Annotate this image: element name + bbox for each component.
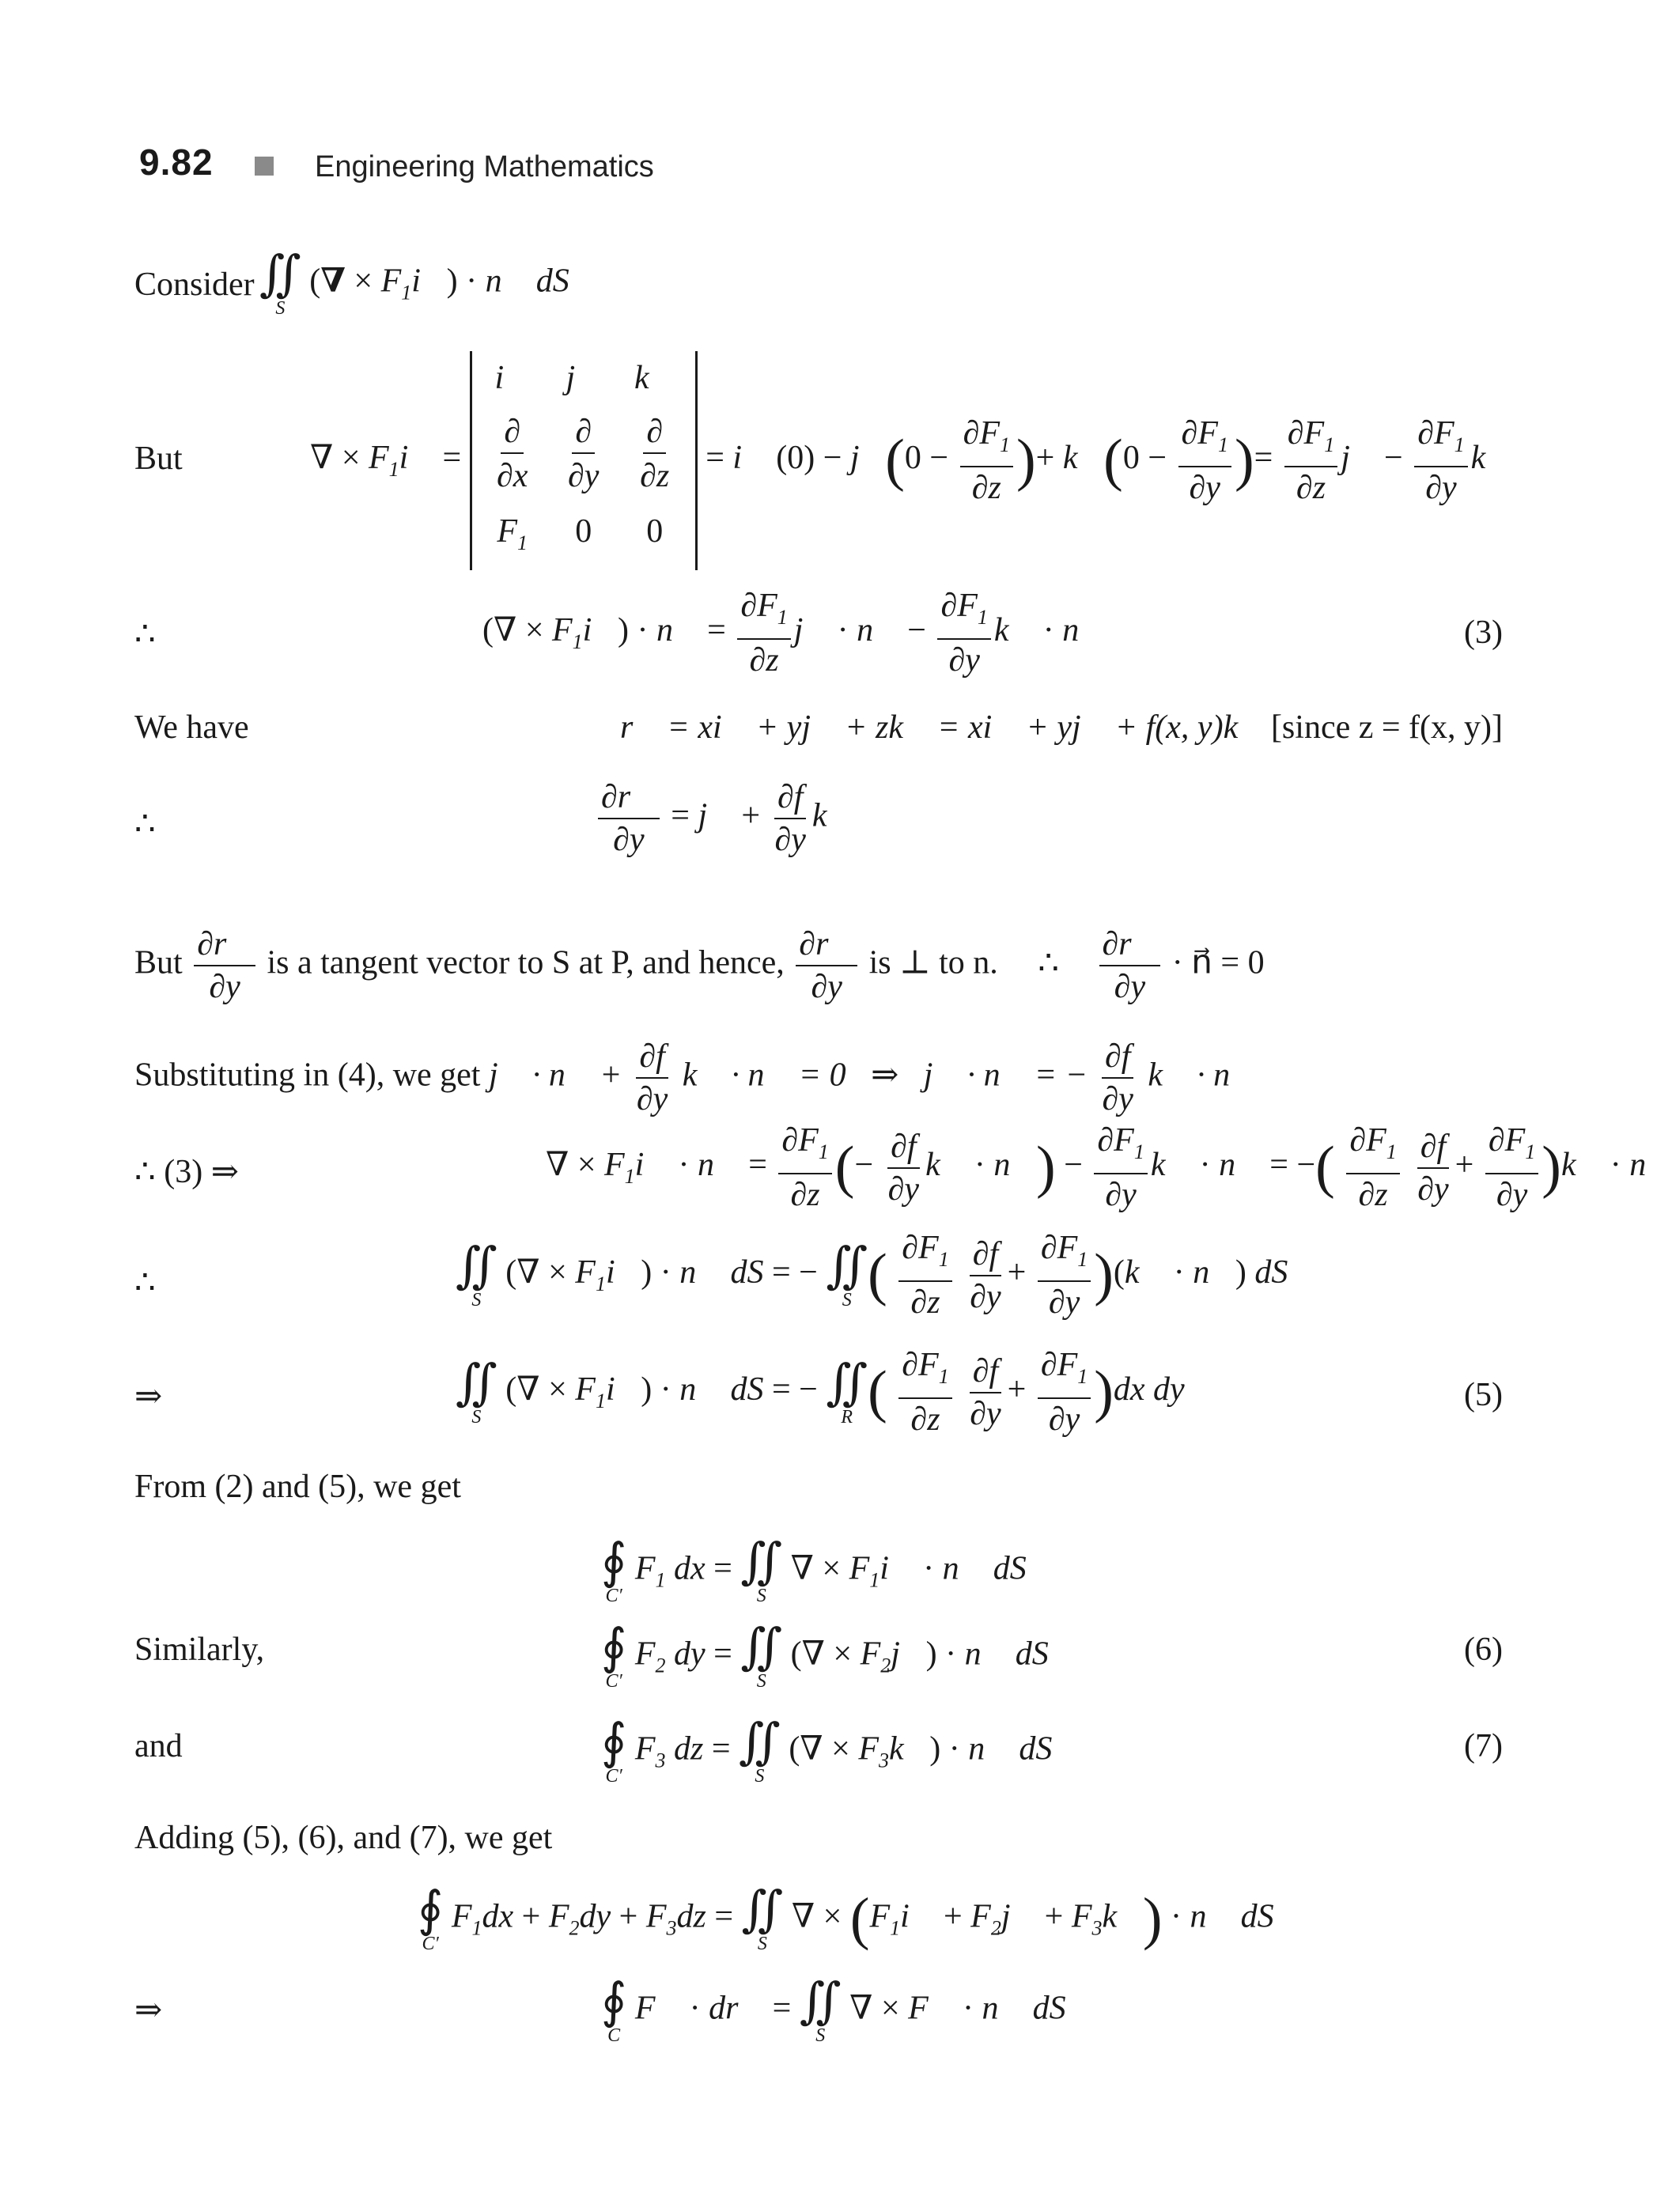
label-similarly: Similarly, <box>134 1632 265 1668</box>
label-therefore-3: ∴ <box>134 1265 156 1301</box>
page-number: 9.82 <box>139 142 214 183</box>
equation-3: (∇ × $F_1i⃗$) · n⃗ = $\frac{\partial F_1}{\partial z}$ j⃗ · n⃗ − $\frac{\partial F_1}{\partial y}$ k⃗ · n⃗ <box>482 585 1105 681</box>
summed-line-integral: ∮ C′ $F_1dx + F_2dy + F_3dz$ = ∬ S ∇ × ($F_1i⃗$ + $F_2j⃗$ + $F_3k⃗$) · n⃗ dS <box>418 1883 1274 1954</box>
equation-number-7: (7) <box>1464 1728 1503 1764</box>
determinant: i⃗ j⃗ k⃗ $\frac{\partial}{\partial x}$ $\frac{\partial}{\partial y}$ $\frac{\partial}{\partial z}$ $F_1$ 0 0 <box>470 351 698 570</box>
label-implies-1: ⇒ <box>134 1378 163 1415</box>
label-three-implies: ∴ (3) ⇒ <box>134 1154 239 1190</box>
equation-5: ∬ S (∇ × $F_1i⃗$) · n⃗ dS = − ∬ R ( $\frac{\partial F_1}{\partial z}$ $\frac{\partial f}{\partial y}$ + $\frac{\partial F_1}{\partial y}$ )dx dy <box>456 1344 1185 1440</box>
surface-integral-equation: ∬ S (∇ × $F_1i⃗$) · n⃗ dS = − ∬ S ( $\frac{\partial F_1}{\partial z}$ $\frac{\partial f}{\partial y}$ + $\frac{\partial F_1}{\partial y}$ )(k⃗ · n⃗) dS <box>456 1227 1288 1323</box>
equation-number-3: (3) <box>1464 614 1503 651</box>
dr-dy-equation: $\frac{\partial r⃗}{\partial y}$ = j⃗ + $\frac{\partial f}{\partial y}$ k⃗ <box>595 777 853 860</box>
stokes-theorem-final: ∮ C F⃗ · dr⃗ = ∬ S ∇ × F⃗ · n⃗ dS <box>601 1975 1066 2046</box>
book-title: Engineering Mathematics <box>315 150 654 183</box>
equation-number-5: (5) <box>1464 1377 1503 1413</box>
label-adding: Adding (5), (6), and (7), we get <box>134 1820 553 1856</box>
label-from-2-and-5: From (2) and (5), we get <box>134 1469 461 1505</box>
label-therefore-1: ∴ <box>134 616 156 652</box>
tangent-vector-statement: But $\frac{\partial r⃗}{\partial y}$ is a tangent vector to S at P, and hence, $\frac{\partial r⃗}{\partial y}$ is ⊥ to n. ∴ $\frac{\partial r⃗}{\partial y}$ · n⃗ = 0 <box>134 924 1265 1008</box>
label-implies-2: ⇒ <box>134 1992 163 2029</box>
label-consider: Consider <box>134 267 255 303</box>
line-integral-F3: ∮ C′ $F_3$ dz = ∬ S (∇ × $F_3k⃗$) · n⃗ dS <box>601 1715 1053 1787</box>
label-and: and <box>134 1728 183 1764</box>
label-therefore-2: ∴ <box>134 806 156 842</box>
substituted-equation-3: ∇ × $F_1i⃗$ · n⃗ = $\frac{\partial F_1}{\partial z}$ (− $\frac{\partial f}{\partial y}$ k⃗ · n⃗) − $\frac{\partial F_1}{\partial y}$ k⃗ · n⃗ = −( $\frac{\partial F_1}{\partial z}$ $\frac{\partial f}{\partial y}$ + $\frac{\partial F_1}{\partial y}$ )k⃗ · n⃗ <box>546 1120 1672 1216</box>
header-square-icon <box>255 157 274 176</box>
line-integral-F1: ∮ C′ $F_1$ dx = ∬ S ∇ × $F_1i⃗$ · n⃗ dS <box>601 1535 1027 1606</box>
equation-number-6: (6) <box>1464 1632 1503 1668</box>
since-note: [since z = f(x, y)] <box>1270 709 1503 746</box>
substitution-statement: Substituting in (4), we get j⃗ · n⃗ + $\frac{\partial f}{\partial y}$ k⃗ · n⃗ = 0 ⇒ j⃗ · n⃗ = − $\frac{\partial f}{\partial y}$ k⃗ · n⃗ <box>134 1036 1256 1120</box>
line-integral-F2: ∮ C′ $F_2$ dy = ∬ S (∇ × $F_2j⃗$) · n⃗ dS <box>601 1620 1049 1692</box>
label-we-have: We have <box>134 709 249 746</box>
curl-determinant-equation: ∇ × $F_1i⃗$ = i⃗ j⃗ k⃗ $\frac{\partial}{\partial x}$ $\frac{\partial}{\partial y}$ $\frac{\partial}{\partial z}$ $F_1$ 0 0 = i⃗ (0) − j⃗(0 − $\frac{\partial F_1}{\partial z}$ )+ k⃗(0 − $\frac{\partial F_1}{\partial y}$ )= $\frac{\partial F_1}{\partial z}$ j⃗ − $\frac{\partial F_1}{\partial y}$ k⃗ <box>310 351 1511 570</box>
position-vector-r: r⃗ = xi⃗ + yj⃗ + zk⃗ = xi⃗ + yj⃗ + f(x, y)k⃗ <box>620 709 1264 746</box>
label-but-1: But <box>134 441 183 477</box>
consider-expression: ∬ S (∇ × $F_1i⃗$) · n⃗ dS <box>259 248 569 319</box>
